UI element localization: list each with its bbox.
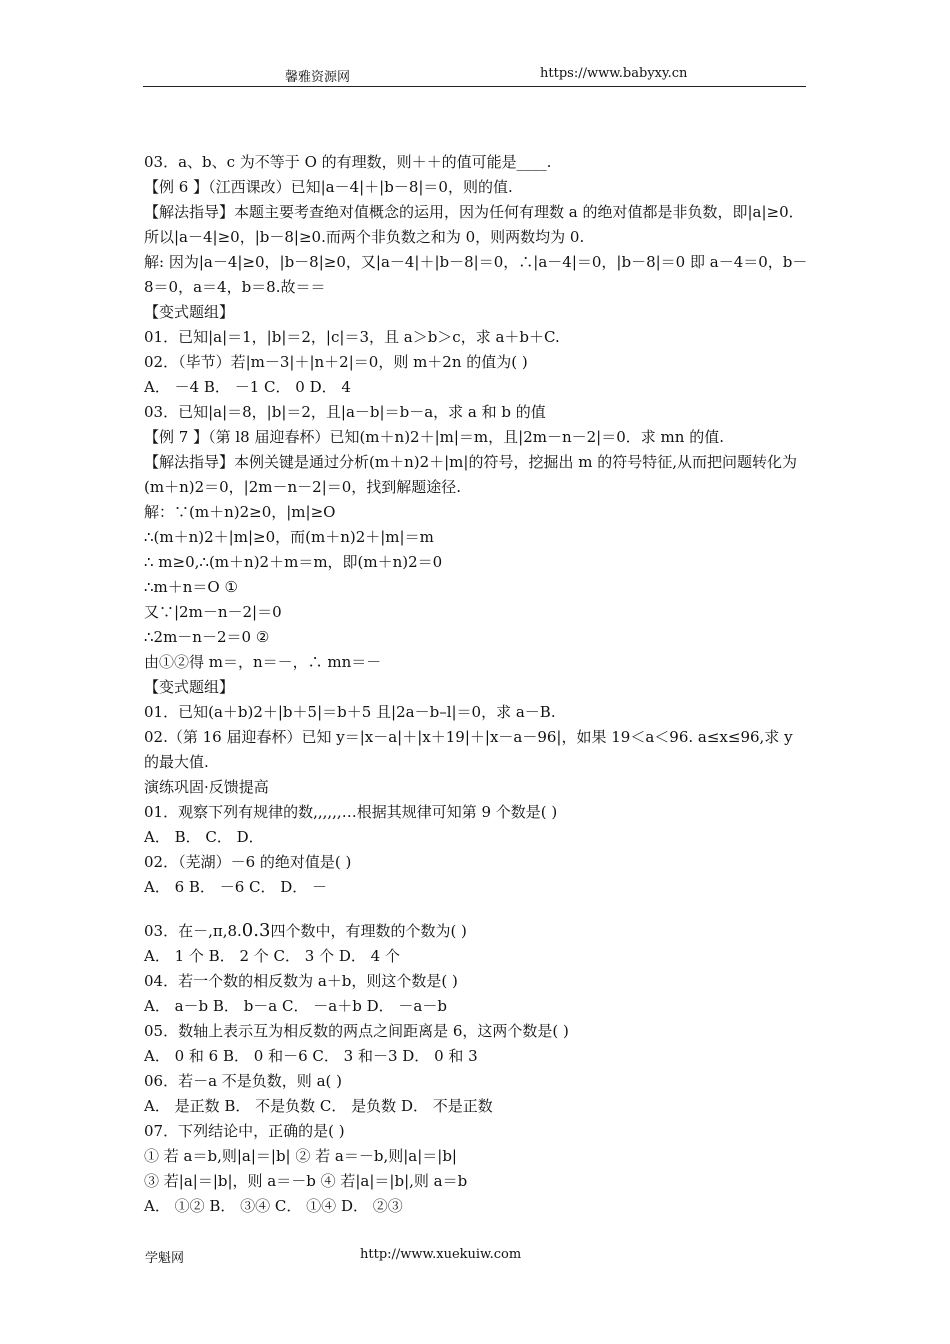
text-line: ① 若 a＝b,则|a|＝|b| ② 若 a＝－b,则|a|＝|b| (144, 1147, 457, 1165)
answer-options: A． a－b B． b－a C． －a＋b D． －a－b (144, 997, 447, 1015)
text-line: ∴2m－n－2＝0 ② (144, 628, 270, 646)
document-body (144, 150, 808, 1219)
text-line: ③ 若|a|＝|b|，则 a＝－b ④ 若|a|＝|b|,则 a＝b (144, 1172, 468, 1190)
footer-site-name: 学魁网 (145, 1251, 185, 1266)
answer-options: A． B． C． D． (144, 828, 264, 846)
text-line: 01．已知(a＋b)2＋|b＋5|＝b＋5 且|2a－b–l|＝0，求 a－B. (144, 703, 556, 721)
text-line: 04．若一个数的相反数为 a＋b，则这个数是( ) (144, 972, 458, 990)
text-line: 由①②得 m＝，n＝－，∴ mn＝－ (144, 653, 382, 671)
spacer (144, 900, 808, 918)
text-line: 【例 6 】（江西课改）已知|a－4|＋|b－8|＝0，则的值. (144, 178, 513, 196)
text-paragraph: 解: 因为|a－4|≥0，|b－8|≥0，又|a－4|＋|b－8|＝0，∴|a－4|＝0，|b－8|＝0 即 a－4＝0，b－8＝0，a＝4，b＝8.故＝＝ (144, 253, 808, 296)
text-paragraph: 02.（第 16 届迎春杯）已知 y＝|x－a|＋|x＋19|＋|x－a－96|，如果 19＜a＜96. a≤x≤96,求 y 的最大值. (144, 728, 793, 771)
answer-options: A． 1 个 B． 2 个 C． 3 个 D． 4 个 (144, 947, 400, 965)
text-line: ∴(m＋n)2＋|m|≥0，而(m＋n)2＋|m|＝m (144, 528, 434, 546)
text-line: 又∵|2m－n－2|＝0 (144, 603, 282, 621)
text-line: 【例 7 】（第 l8 届迎春杯）已知(m＋n)2＋|m|＝m，且|2m－n－2|＝0．求 mn 的值. (144, 428, 724, 446)
page-footer (0, 1247, 950, 1267)
text-line: 01．观察下列有规律的数,,,,,,…根据其规律可知第 9 个数是( ) (144, 803, 558, 821)
text-line: 解：∵(m＋n)2≥0，|m|≥O (144, 503, 336, 521)
section-heading: 【变式题组】 (144, 303, 235, 321)
text-line: 02．（毕节）若|m－3|＋|n＋2|＝0，则 m＋2n 的值为( ) (144, 353, 528, 371)
section-heading: 演练巩固·反馈提高 (144, 778, 269, 796)
answer-options: A． －4 B． －1 C． 0 D． 4 (144, 378, 351, 396)
answer-options: A． 6 B． －6 C． D． － (144, 878, 328, 896)
text-paragraph: 【解法指导】本例关键是通过分析(m＋n)2＋|m|的符号，挖掘出 m 的符号特征,从而把问题转化为(m＋n)2＝0，|2m－n－2|＝0，找到解题途径. (144, 453, 797, 496)
text-line: 01．已知|a|＝1，|b|＝2，|c|＝3，且 a＞b＞c，求 a＋b＋C. (144, 328, 560, 346)
text-paragraph: 【解法指导】本题主要考查绝对值概念的运用，因为任何有理数 a 的绝对值都是非负数，即|a|≥0．所以|a－4|≥0，|b－8|≥0.而两个非负数之和为 0，则两数均为 0. (144, 203, 804, 246)
header-site-name: 馨雅资源网 (285, 70, 351, 85)
answer-options: A． 0 和 6 B． 0 和－6 C． 3 和－3 D． 0 和 3 (144, 1047, 478, 1065)
header-site-url: https://www.babyxy.cn (540, 66, 688, 81)
text-line: ∴ m≥0,∴(m＋n)2＋m＝m，即(m＋n)2＝0 (144, 553, 443, 571)
text-line: ∴m＋n＝O ① (144, 578, 238, 596)
answer-options: A． 是正数 B． 不是负数 C． 是负数 D． 不是正数 (144, 1097, 493, 1115)
answer-options: A． ①② B． ③④ C． ①④ D． ②③ (144, 1197, 403, 1215)
text-line: 03．已知|a|＝8，|b|＝2，且|a－b|＝b－a，求 a 和 b 的值 (144, 403, 546, 421)
repeating-decimal: 0.3 (241, 920, 271, 941)
section-heading: 【变式题组】 (144, 678, 235, 696)
question-03 (144, 918, 808, 944)
text-line: 07．下列结论中，正确的是( ) (144, 1122, 345, 1140)
q03-prefix: 03．在－,π,8. (144, 922, 242, 940)
text-line: 05．数轴上表示互为相反数的两点之间距离是 6，这两个数是( ) (144, 1022, 569, 1040)
q03-suffix: 四个数中，有理数的个数为( ) (270, 922, 467, 940)
text-line: 02．（芜湖）－6 的绝对值是( ) (144, 853, 352, 871)
footer-site-url: http://www.xuekuiw.com (360, 1247, 522, 1262)
text-line: 03．a、b、c 为不等于 O 的有理数，则＋＋的值可能是____. (144, 153, 552, 171)
text-line: 06．若－a 不是负数，则 a( ) (144, 1072, 342, 1090)
page-header (143, 64, 806, 87)
